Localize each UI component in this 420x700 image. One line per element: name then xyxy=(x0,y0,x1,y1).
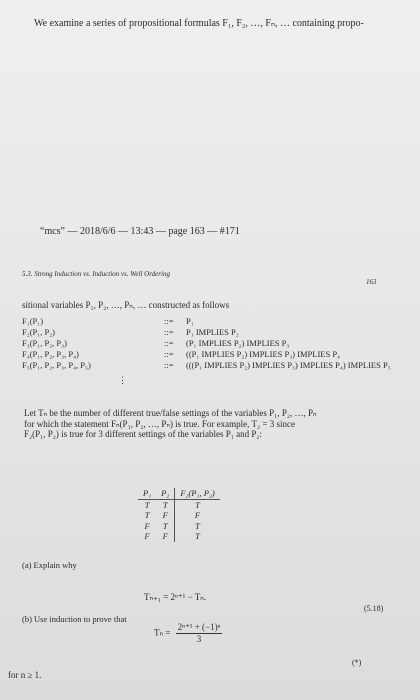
definition-rhs: P₁ IMPLIES P₂ xyxy=(186,327,239,337)
paragraph-line: F₂(P₁, P₂) is true for 3 different settings of the variables P₁ and P₂: xyxy=(24,429,262,439)
problem-paragraph xyxy=(24,408,317,440)
definition-rhs: (P₁ IMPLIES P₂) IMPLIES P₃ xyxy=(186,338,290,348)
table-cell: T xyxy=(144,499,150,510)
page-number: 163 xyxy=(366,278,377,286)
definition-eq: ::= xyxy=(164,327,174,337)
formula-lhs: Tₙ = xyxy=(154,627,171,638)
top-text-line: We examine a series of propositional formulas F₁, F₂, …, Fₙ, … containing propo- xyxy=(34,18,364,29)
equation-number: (5.18) xyxy=(364,604,384,613)
paragraph-line: Let Tₙ be the number of different true/false settings of the variables P₁, P₂, …, Pₙ xyxy=(24,408,317,418)
fraction-numerator: 2ⁿ⁺¹ + (−1)ⁿ xyxy=(177,622,221,632)
table-cell: T xyxy=(175,499,220,510)
definition-lhs: F₂(P₁, P₂) xyxy=(22,327,55,337)
fraction-denominator: 3 xyxy=(196,634,202,644)
recurrence-formula: Tₙ₊₁ = 2ⁿ⁺¹ − Tₙ. xyxy=(144,592,207,602)
definition-lhs: F₁(P₁) xyxy=(22,316,44,326)
table-cell: T xyxy=(175,521,220,532)
table-cell: F xyxy=(175,510,220,521)
closed-form-formula xyxy=(154,622,222,645)
table-cell: F xyxy=(162,531,168,541)
table-row xyxy=(138,521,220,532)
table-row xyxy=(138,510,220,521)
definition-eq: ::= xyxy=(164,360,174,370)
table-cell: T xyxy=(144,510,150,520)
table-cell: F xyxy=(144,520,150,531)
truth-table xyxy=(138,488,220,542)
truth-table-header xyxy=(138,488,220,499)
table-row xyxy=(138,531,220,542)
paragraph-line: for which the statement Fₙ(P₁, P₂, …, Pₙ) is true. For example, T₂ = 3 since xyxy=(24,418,295,429)
definition-rhs: P₁ xyxy=(186,316,194,326)
part-a-label: (a) Explain why xyxy=(22,560,77,570)
page-header: “mcs” — 2018/6/6 — 13:43 — page 163 — #171 xyxy=(40,226,240,237)
table-row xyxy=(138,499,220,510)
table-header-cell: F₂(P₁, P₂) xyxy=(175,488,220,499)
definition-eq: ::= xyxy=(164,338,174,348)
definition-lhs: F₄(P₁, P₂, P₃, P₄) xyxy=(22,349,79,359)
table-cell: T xyxy=(162,499,168,510)
definition-rhs: (((P₁ IMPLIES P₂) IMPLIES P₃) IMPLIES P₄) IMPLIES P₅ xyxy=(186,360,391,370)
definition-lhs: F₃(P₁, P₂, P₃) xyxy=(22,338,67,348)
table-cell: T xyxy=(162,520,168,531)
table-cell: F xyxy=(162,510,168,520)
table-header-cell: P₂ xyxy=(156,488,175,499)
section-title: 5.3. Strong Induction vs. Induction vs. Well Ordering xyxy=(22,270,170,278)
table-cell: F xyxy=(144,531,150,541)
vertical-ellipsis: ⋮ xyxy=(118,375,127,385)
equation-marker: (*) xyxy=(352,658,362,667)
table-cell: T xyxy=(175,531,220,542)
part-b-label: (b) Use induction to prove that xyxy=(22,614,127,624)
definition-rhs: ((P₁ IMPLIES P₂) IMPLIES P₃) IMPLIES P₄ xyxy=(186,349,341,359)
fraction xyxy=(176,622,223,645)
definition-eq: ::= xyxy=(164,316,174,326)
intro-text: sitional variables P₁, P₂, …, Pₙ, … constructed as follows xyxy=(22,300,230,310)
for-n-condition: for n ≥ 1. xyxy=(8,670,42,680)
table-header-cell: P₁ xyxy=(138,488,156,499)
definition-eq: ::= xyxy=(164,349,174,359)
definition-lhs: F₅(P₁, P₂, P₃, P₄, P₅) xyxy=(22,360,91,370)
